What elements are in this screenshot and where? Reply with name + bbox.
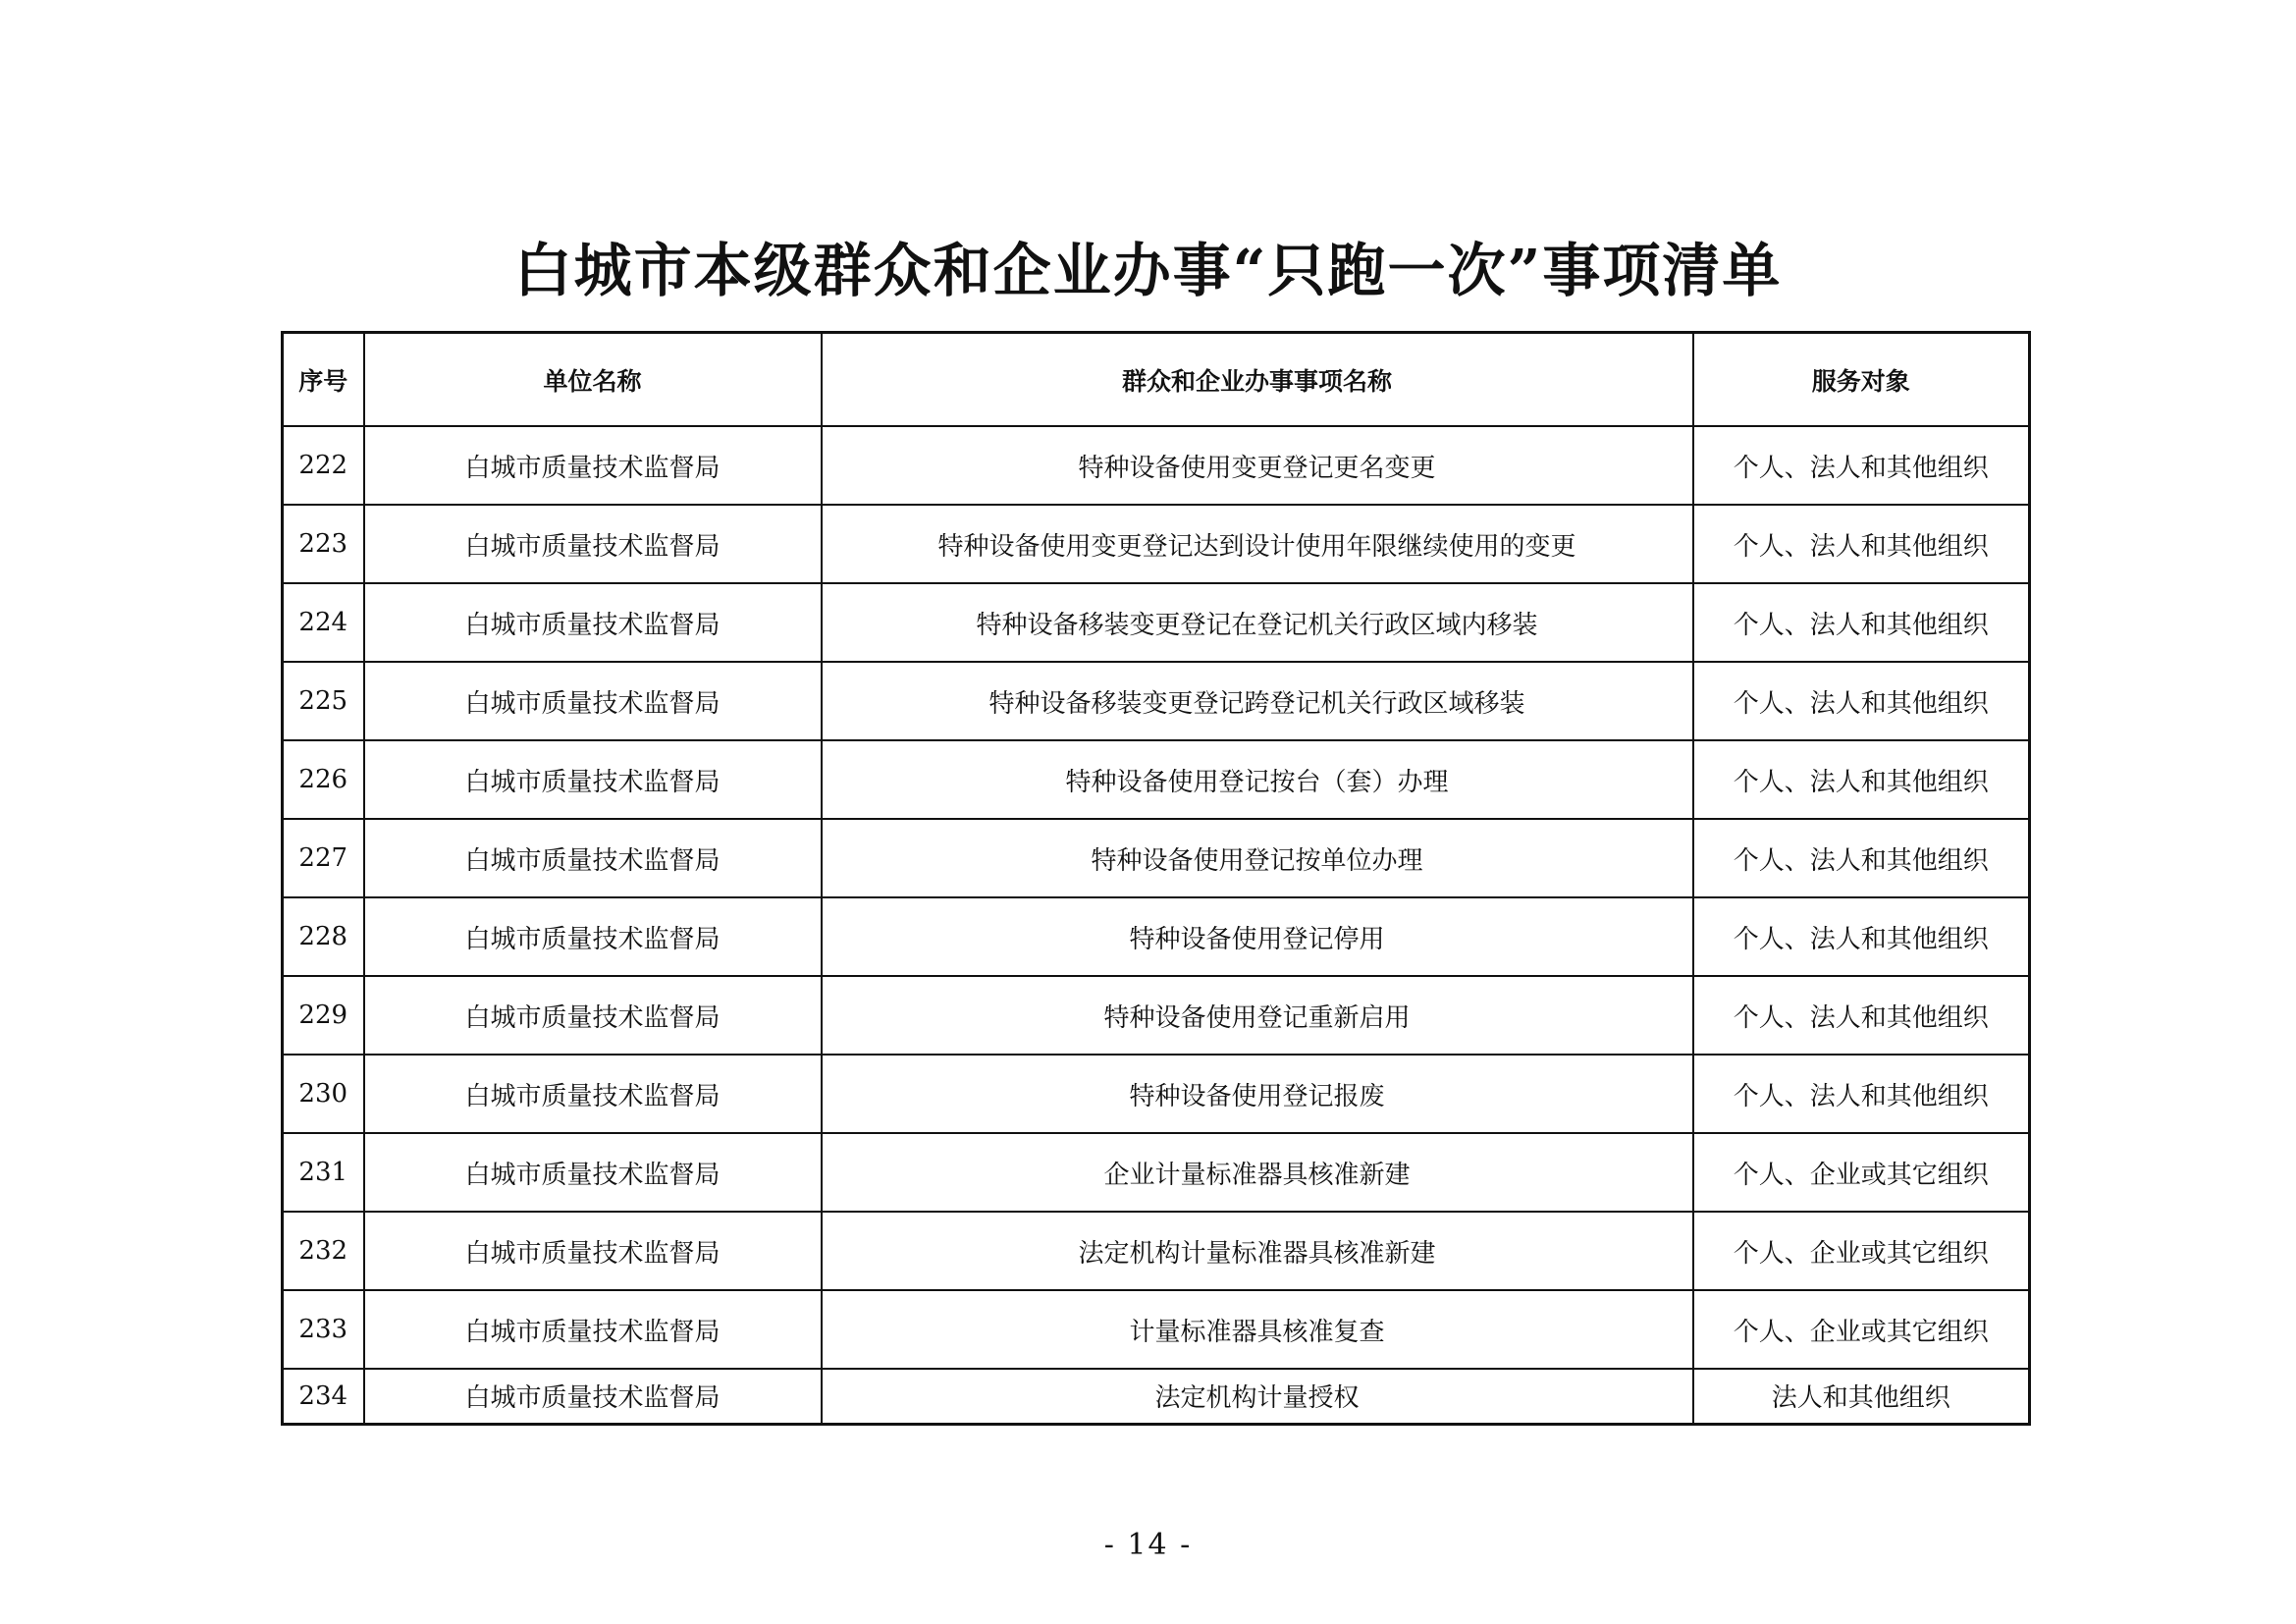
- cell-target: 法人和其他组织: [1693, 1369, 2030, 1424]
- table-row: [283, 1055, 2030, 1133]
- table-row: [283, 819, 2030, 897]
- cell-target: 个人、法人和其他组织: [1693, 976, 2030, 1055]
- cell-seq: 224: [283, 583, 364, 662]
- cell-seq: 223: [283, 505, 364, 583]
- items-table: [281, 331, 2031, 1426]
- page-title: 白城市本级群众和企业办事“只跑一次”事项清单: [513, 237, 1783, 304]
- cell-unit: 白城市质量技术监督局: [364, 976, 822, 1055]
- cell-target: 个人、法人和其他组织: [1693, 1055, 2030, 1133]
- cell-unit: 白城市质量技术监督局: [364, 662, 822, 740]
- table-row: [283, 897, 2030, 976]
- cell-unit: 白城市质量技术监督局: [364, 426, 822, 505]
- cell-seq: 228: [283, 897, 364, 976]
- table-row: [283, 1212, 2030, 1290]
- cell-unit: 白城市质量技术监督局: [364, 819, 822, 897]
- page-number: - 14 -: [1103, 1528, 1193, 1562]
- header-unit: 单位名称: [364, 333, 822, 427]
- cell-target: 个人、企业或其它组织: [1693, 1133, 2030, 1212]
- cell-item: 法定机构计量授权: [822, 1369, 1693, 1424]
- cell-unit: 白城市质量技术监督局: [364, 897, 822, 976]
- cell-item: 企业计量标准器具核准新建: [822, 1133, 1693, 1212]
- table-row: [283, 1290, 2030, 1369]
- cell-seq: 230: [283, 1055, 364, 1133]
- table-row: [283, 1369, 2030, 1424]
- table-row: [283, 1133, 2030, 1212]
- cell-target: 个人、法人和其他组织: [1693, 819, 2030, 897]
- cell-unit: 白城市质量技术监督局: [364, 1212, 822, 1290]
- cell-unit: 白城市质量技术监督局: [364, 1369, 822, 1424]
- cell-target: 个人、法人和其他组织: [1693, 662, 2030, 740]
- header-item: 群众和企业办事事项名称: [822, 333, 1693, 427]
- cell-item: 特种设备使用登记重新启用: [822, 976, 1693, 1055]
- cell-unit: 白城市质量技术监督局: [364, 1133, 822, 1212]
- table-row: [283, 662, 2030, 740]
- cell-seq: 232: [283, 1212, 364, 1290]
- table-row: [283, 426, 2030, 505]
- table-row: [283, 976, 2030, 1055]
- table-row: [283, 583, 2030, 662]
- cell-seq: 222: [283, 426, 364, 505]
- cell-seq: 231: [283, 1133, 364, 1212]
- cell-item: 特种设备使用变更登记达到设计使用年限继续使用的变更: [822, 505, 1693, 583]
- cell-item: 特种设备移装变更登记跨登记机关行政区域移装: [822, 662, 1693, 740]
- cell-unit: 白城市质量技术监督局: [364, 1055, 822, 1133]
- cell-seq: 225: [283, 662, 364, 740]
- cell-unit: 白城市质量技术监督局: [364, 1290, 822, 1369]
- cell-item: 特种设备使用登记按单位办理: [822, 819, 1693, 897]
- cell-item: 特种设备使用登记按台（套）办理: [822, 740, 1693, 819]
- cell-unit: 白城市质量技术监督局: [364, 583, 822, 662]
- cell-target: 个人、企业或其它组织: [1693, 1212, 2030, 1290]
- cell-item: 特种设备使用登记报废: [822, 1055, 1693, 1133]
- cell-target: 个人、法人和其他组织: [1693, 583, 2030, 662]
- table-header-row: [283, 333, 2030, 427]
- header-seq: 序号: [283, 333, 364, 427]
- cell-seq: 234: [283, 1369, 364, 1424]
- cell-item: 计量标准器具核准复查: [822, 1290, 1693, 1369]
- cell-seq: 226: [283, 740, 364, 819]
- cell-item: 特种设备使用变更登记更名变更: [822, 426, 1693, 505]
- table-row: [283, 740, 2030, 819]
- cell-unit: 白城市质量技术监督局: [364, 505, 822, 583]
- cell-item: 法定机构计量标准器具核准新建: [822, 1212, 1693, 1290]
- cell-seq: 233: [283, 1290, 364, 1369]
- cell-target: 个人、法人和其他组织: [1693, 897, 2030, 976]
- cell-seq: 229: [283, 976, 364, 1055]
- cell-unit: 白城市质量技术监督局: [364, 740, 822, 819]
- cell-item: 特种设备使用登记停用: [822, 897, 1693, 976]
- table-row: [283, 505, 2030, 583]
- cell-seq: 227: [283, 819, 364, 897]
- header-target: 服务对象: [1693, 333, 2030, 427]
- cell-target: 个人、法人和其他组织: [1693, 740, 2030, 819]
- cell-target: 个人、企业或其它组织: [1693, 1290, 2030, 1369]
- cell-item: 特种设备移装变更登记在登记机关行政区域内移装: [822, 583, 1693, 662]
- cell-target: 个人、法人和其他组织: [1693, 426, 2030, 505]
- cell-target: 个人、法人和其他组织: [1693, 505, 2030, 583]
